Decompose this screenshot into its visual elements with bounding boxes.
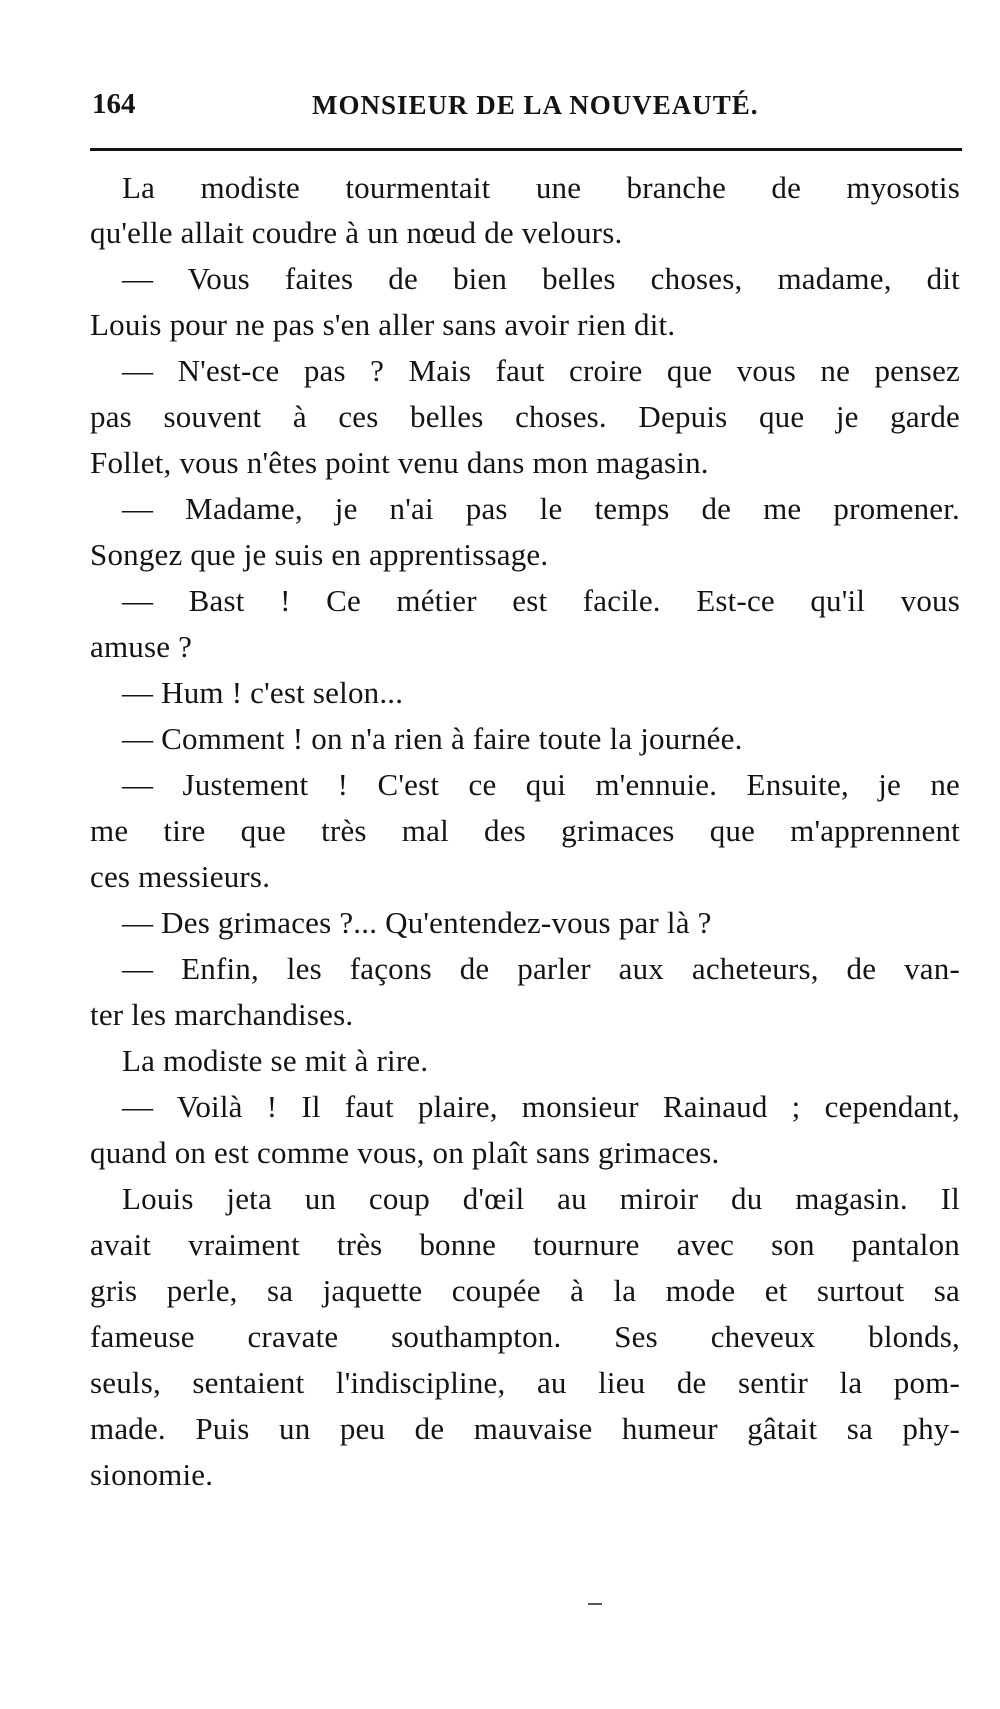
text-line: qu'elle allait coudre à un nœud de velours. [90,215,623,250]
text-line: fameuse cravate southampton. Ses cheveux blonds, [90,1319,960,1354]
text-line: Louis jeta un coup d'œil au miroir du magasin. Il [122,1181,960,1216]
page-number: 164 [92,88,136,120]
text-line: amuse ? [90,629,193,664]
text-line: gris perle, sa jaquette coupée à la mode et surtout sa [90,1273,960,1308]
text-line: Follet, vous n'êtes point venu dans mon magasin. [90,445,709,480]
text-line: made. Puis un peu de mauvaise humeur gâtait sa phy- [90,1411,960,1446]
text-line: La modiste tourmentait une branche de myosotis [122,170,960,205]
text-line: La modiste se mit à rire. [122,1043,429,1078]
text-line: — Comment ! on n'a rien à faire toute la journée. [122,721,743,756]
text-line: — N'est-ce pas ? Mais faut croire que vous ne pensez [122,353,960,388]
text-line: — Voilà ! Il faut plaire, monsieur Rainaud ; cependant, [122,1089,960,1124]
text-line: — Vous faites de bien belles choses, madame, dit [122,261,960,296]
print-speck [588,1603,602,1605]
text-line: — Des grimaces ?... Qu'entendez-vous par là ? [122,905,712,940]
text-line: — Justement ! C'est ce qui m'ennuie. Ensuite, je ne [122,767,960,802]
text-line: — Madame, je n'ai pas le temps de me promener. [122,491,960,526]
text-line: ter les marchandises. [90,997,354,1032]
text-line: avait vraiment très bonne tournure avec son pantalon [90,1227,960,1262]
text-line: me tire que très mal des grimaces que m'apprennent [90,813,960,848]
text-line: quand on est comme vous, on plaît sans grimaces. [90,1135,720,1170]
text-line: Songez que je suis en apprentissage. [90,537,549,572]
text-line: — Bast ! Ce métier est facile. Est-ce qu'il vous [122,583,960,618]
text-line: ces messieurs. [90,859,271,894]
text-line: — Enfin, les façons de parler aux acheteurs, de van- [122,951,960,986]
text-line: Louis pour ne pas s'en aller sans avoir rien dit. [90,307,676,342]
text-line: pas souvent à ces belles choses. Depuis que je garde [90,399,960,434]
text-line: — Hum ! c'est selon... [122,675,404,710]
text-line: seuls, sentaient l'indiscipline, au lieu de sentir la pom- [90,1365,960,1400]
running-title: MONSIEUR DE LA NOUVEAUTÉ. [312,90,759,120]
text-line: sionomie. [90,1457,214,1492]
